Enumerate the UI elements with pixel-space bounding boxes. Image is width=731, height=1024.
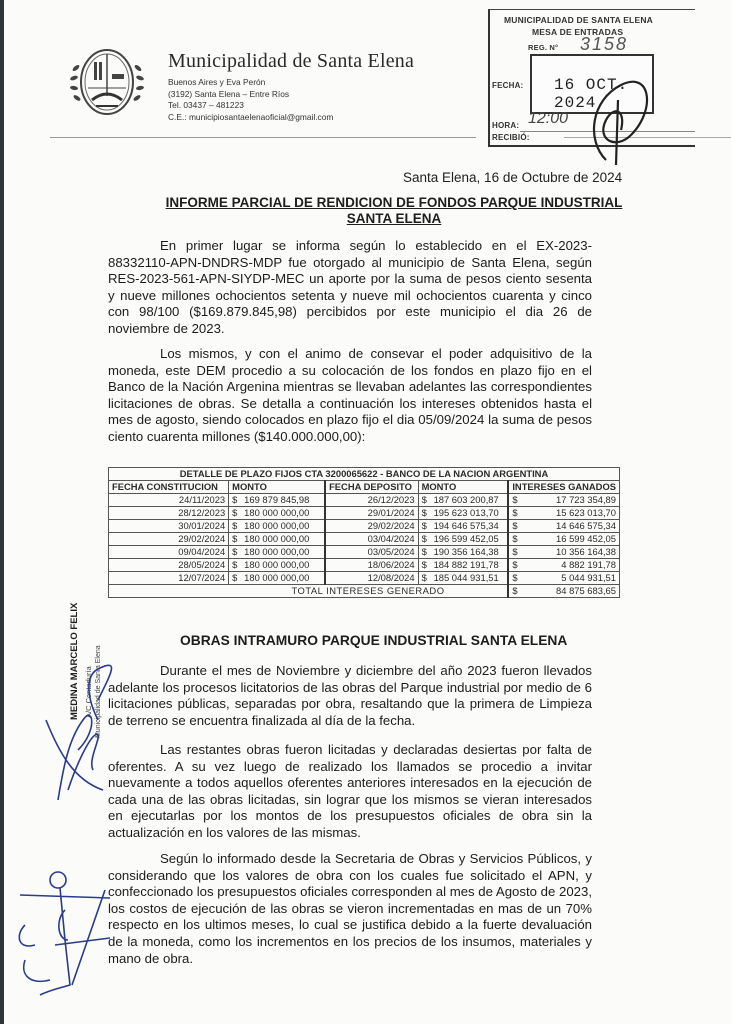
col-fecha-deposito: FECHA DEPOSITO	[325, 481, 418, 494]
cell-fecha-constitucion: 29/02/2024	[109, 533, 229, 546]
currency-symbol: $	[421, 572, 427, 583]
cell-fecha-deposito: 03/04/2024	[325, 533, 418, 546]
cell-fecha-constitucion: 28/12/2023	[109, 507, 229, 520]
cell-fecha-constitucion: 30/01/2024	[109, 520, 229, 533]
currency-symbol: $	[512, 494, 518, 505]
cell-monto: 180 000 000,00	[244, 533, 310, 544]
cell-monto-deposito: 194 646 575,34	[433, 520, 499, 531]
cell-intereses: 15 623 013,70	[556, 507, 616, 518]
letterhead-address: Buenos Aires y Eva Perón	[168, 77, 266, 87]
table-row	[109, 546, 620, 559]
paragraph-2	[108, 346, 592, 446]
stamp-org: MUNICIPALIDAD DE SANTA ELENA	[504, 15, 653, 25]
municipal-seal-icon	[66, 38, 148, 130]
table-row	[109, 520, 620, 533]
cell-fecha-deposito: 12/08/2024	[325, 572, 418, 585]
cell-intereses: 14 646 575,34	[556, 520, 616, 531]
currency-symbol: $	[421, 559, 427, 570]
paragraph-1-text: En primer lugar se informa según lo establecido en el EX-2023-88332110-APN-DNDRS-MDP fue otorgado al municipio de Santa Elena, según RES-2023-561-APN-SIYDP-MEC un aporte por la suma de pesos ciento sesenta y nueve millones ochocientos setenta y nueve mil ochocientos cuarenta y cinco con 98/100 ($169.879.845,98) percibidos por este municipio el dia 26 de noviembre de 2023.	[108, 238, 592, 336]
currency-symbol: $	[232, 507, 238, 518]
cell-monto-deposito: 196 599 452,05	[433, 533, 499, 544]
letterhead-city: (3192) Santa Elena – Entre Ríos	[168, 88, 290, 99]
stamp-office: MESA DE ENTRADAS	[532, 27, 624, 37]
currency-symbol: $	[421, 546, 427, 557]
col-monto-deposito: MONTO	[418, 481, 508, 494]
currency-symbol: $	[421, 533, 427, 544]
col-intereses: INTERESES GANADOS	[508, 481, 619, 494]
currency-symbol: $	[232, 559, 238, 570]
stamp-reg-number: 3158	[580, 34, 629, 54]
paragraph-4-text: Las restantes obras fueron licitadas y declaradas desiertas por falta de oferentes. A su vez luego de realizado los llamados se procedio a invitar nuevamente a todos aquellos oferentes anteriores interesados en la ejecución de cada una de las obras licitadas, sin lograr que los mismos se vieran interesados en ejecutarlas por los montos de los presupuestos oficiales de obra sin la actualización en los valores de las mismas.	[108, 742, 592, 840]
currency-symbol: $	[512, 559, 518, 570]
cell-monto: 180 000 000,00	[244, 546, 310, 557]
cell-monto: 169 879 845,98	[244, 494, 310, 505]
cell-monto-deposito: 195 623 013,70	[433, 507, 499, 518]
margin-stamp-role: A/C Contaduría	[84, 666, 93, 718]
cell-intereses: 5 044 931,51	[561, 572, 616, 583]
place-date: Santa Elena, 16 de Octubre de 2024	[403, 170, 623, 185]
currency-symbol: $	[421, 494, 427, 505]
document-title-line2: SANTA ELENA	[346, 211, 442, 226]
cell-monto: 180 000 000,00	[244, 520, 310, 531]
cell-fecha-deposito: 29/02/2024	[325, 520, 418, 533]
signature-blue-lower-icon	[10, 870, 120, 1000]
col-fecha-constitucion: FECHA CONSTITUCION	[109, 481, 229, 494]
letterhead-email: C.E.: municipiosantaelenaoficial@gmail.com	[168, 111, 334, 122]
paragraph-5	[108, 851, 592, 967]
paragraph-5-text: Según lo informado desde la Secretaria de Obras y Servicios Públicos, y considerando que los valores de obra con los cuales fue solicitado el APN, y confeccionado los presupuestos oficiales corresponden al mes de Agosto de 2023, los costos de ejecución de las obras se vieron incrementadas en mas de un 70% respecto en los ultimos meses, lo cual se justifica debido a la fuerte devaluación de la moneda, como los incrementos en los precios de los insumos, materiales y mano de obra.	[108, 851, 592, 966]
stamp-divider	[520, 131, 695, 132]
stamp-reg-label: REG. N°	[528, 43, 559, 52]
cell-fecha-constitucion: 12/07/2024	[109, 572, 229, 585]
document-title-line1: INFORME PARCIAL DE RENDICION DE FONDOS PARQUE INDUSTRIAL	[165, 195, 623, 210]
currency-symbol: $	[232, 533, 238, 544]
cell-fecha-deposito: 29/01/2024	[325, 507, 418, 520]
stamp-hora-label: HORA:	[492, 121, 520, 130]
paragraph-1	[108, 238, 592, 338]
stamp-fecha-label: FECHA:	[492, 81, 524, 90]
currency-symbol: $	[232, 494, 238, 505]
cell-fecha-deposito: 18/06/2024	[325, 559, 418, 572]
cell-monto-deposito: 190 356 164,38	[433, 546, 499, 557]
cell-monto: 180 000 000,00	[244, 507, 310, 518]
total-label: TOTAL INTERESES GENERADO	[229, 585, 509, 598]
letterhead	[168, 50, 414, 123]
currency-symbol: $	[232, 572, 238, 583]
currency-symbol: $	[421, 507, 427, 518]
reception-stamp	[488, 9, 695, 147]
letterhead-phone: Tel. 03437 – 481223	[168, 100, 244, 110]
cell-fecha-deposito: 03/05/2024	[325, 546, 418, 559]
cell-monto-deposito: 184 882 191,78	[433, 559, 499, 570]
currency-symbol: $	[512, 585, 518, 596]
cell-intereses: 4 882 191,78	[561, 559, 616, 570]
currency-symbol: $	[512, 507, 518, 518]
currency-symbol: $	[512, 546, 518, 557]
paragraph-3	[108, 663, 592, 729]
cell-monto-deposito: 185 044 931,51	[433, 572, 499, 583]
fixed-term-table	[108, 467, 620, 598]
paragraph-3-text: Durante el mes de Noviembre y diciembre del año 2023 fueron llevados adelante los procesos licitatorios de las obras del Parque industrial por medio de 6 licitaciones públicas, separadas por obra, resaltando que la primera de Limpieza de terreno se encuentra finalizada al día de la fecha.	[108, 663, 592, 728]
cell-intereses: 10 356 164,38	[556, 546, 616, 557]
margin-stamp-org: Municipalidad de Santa Elena	[95, 645, 102, 738]
table-row	[109, 507, 620, 520]
table-header-row	[109, 481, 620, 494]
cell-fecha-deposito: 26/12/2023	[325, 494, 418, 507]
table-row	[109, 494, 620, 507]
table-total-row	[109, 585, 620, 598]
stamp-date-value: 16 OCT. 2024	[554, 76, 629, 112]
currency-symbol: $	[512, 533, 518, 544]
header-divider	[50, 137, 476, 138]
currency-symbol: $	[512, 520, 518, 531]
document-title	[144, 195, 644, 227]
cell-monto-deposito: 187 603 200,87	[433, 494, 499, 505]
paragraph-2-text: Los mismos, y con el animo de consevar el poder adquisitivo de la moneda, este DEM procedio a su colocación de los fondos en plazo fijo en el Banco de la Nación Argenina mientras se llevaban adelantes las correspondientes licitaciones de obras. Se detalla a continuación los intereses obtenidos hasta el mes de agosto, siendo colocados en plazo fijo el dia 05/09/2024 la suma de pesos ciento cuarenta millones ($140.000.000,00):	[108, 346, 592, 444]
currency-symbol: $	[232, 546, 238, 557]
paragraph-4	[108, 742, 592, 842]
cell-fecha-constitucion: 09/04/2024	[109, 546, 229, 559]
currency-symbol: $	[421, 520, 427, 531]
stamp-date-box	[530, 54, 654, 114]
cell-intereses: 16 599 452,05	[556, 533, 616, 544]
total-value: 84 875 683,65	[556, 585, 616, 596]
currency-symbol: $	[512, 572, 518, 583]
col-monto: MONTO	[229, 481, 325, 494]
table-row	[109, 559, 620, 572]
cell-fecha-constitucion: 24/11/2023	[109, 494, 229, 507]
table-row	[109, 572, 620, 585]
cell-monto: 180 000 000,00	[244, 572, 310, 583]
margin-stamp-name: MEDINA MARCELO FELIX	[69, 602, 80, 720]
stamp-hora-value: 12:00	[528, 110, 569, 127]
cell-monto: 180 000 000,00	[244, 559, 310, 570]
letterhead-title: Municipalidad de Santa Elena	[168, 50, 415, 72]
table-row	[109, 533, 620, 546]
currency-symbol: $	[232, 520, 238, 531]
stamp-recibio-label: RECIBIÓ:	[492, 133, 530, 142]
document-page	[4, 0, 731, 1024]
section-title-obras: OBRAS INTRAMURO PARQUE INDUSTRIAL SANTA ELENA	[180, 633, 568, 648]
table-caption: DETALLE DE PLAZO FIJOS CTA 3200065622 - BANCO DE LA NACION ARGENTINA	[109, 468, 620, 481]
cell-intereses: 17 723 354,89	[556, 494, 616, 505]
cell-fecha-constitucion: 28/05/2024	[109, 559, 229, 572]
